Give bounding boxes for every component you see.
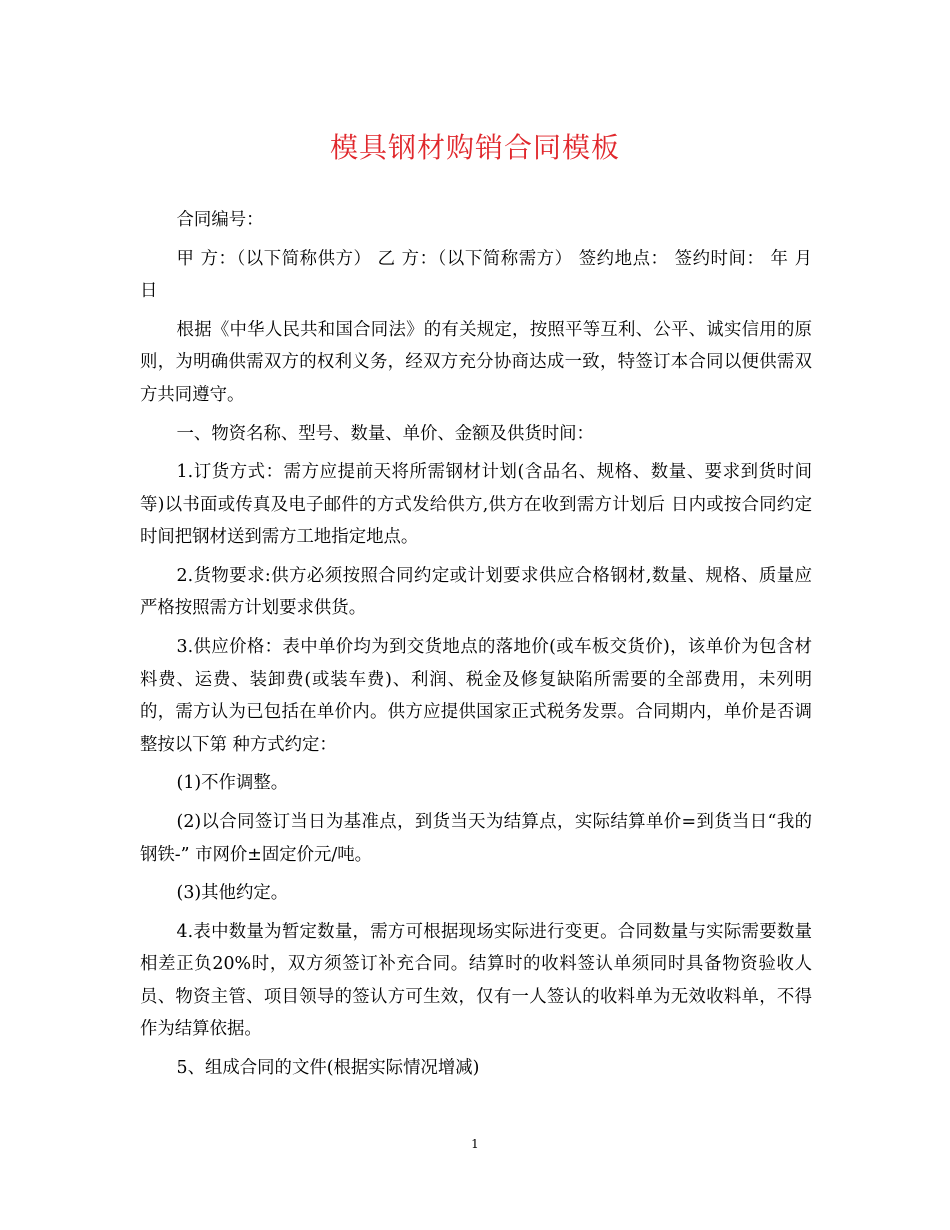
paragraph-option-1: (1)不作调整。 bbox=[176, 773, 289, 794]
paragraph-contract-number: 合同编号： bbox=[176, 210, 264, 230]
paragraph-ordering-method: 1.订货方式：需方应提前天将所需钢材计划(含品名、规格、数量、要求到货时间等)以书面或传真及电子邮件的方式发给供方,供方在收到需方计划后 日内或按合同约定时间把钢材送到需方工地指定地点。 bbox=[140, 462, 812, 548]
document-title: 模具钢材购销合同模板 bbox=[329, 131, 620, 164]
document-body bbox=[140, 204, 812, 1091]
paragraph-contract-documents: 5、组成合同的文件(根据实际情况增减) bbox=[176, 1058, 480, 1079]
page-number: 1 bbox=[471, 1137, 479, 1151]
paragraph-option-2: (2)以合同签订当日为基准点，到货当天为结算点，实际结算单价=到货当日“我的钢铁-” 市网价±固定价元/吨。 bbox=[140, 812, 812, 865]
paragraph-supply-price: 3.供应价格：表中单价均为到交货地点的落地价(或车板交货价)，该单价为包含材料费、运费、装卸费(或装车费)、利润、税金及修复缺陷所需要的全部费用，未列明的，需方认为已包括在单价内。供方应提供国家正式税务发票。合同期内，单价是否调整按以下第 种方式约定： bbox=[140, 637, 812, 755]
paragraph-option-3: (3)其他约定。 bbox=[176, 883, 289, 904]
paragraph-preamble: 根据《中华人民共和国合同法》的有关规定，按照平等互利、公平、诚实信用的原则，为明确供需双方的权利义务，经双方充分协商达成一致，特签订本合同以便供需双方共同遵守。 bbox=[140, 319, 812, 405]
paragraph-section-1-heading: 一、物资名称、型号、数量、单价、金额及供货时间： bbox=[176, 423, 594, 444]
paragraph-quantity: 4.表中数量为暂定数量，需方可根据现场实际进行变更。合同数量与实际需要数量相差正负20%时，双方须签订补充合同。结算时的收料签认单须同时具备物资验收人员、物资主管、项目领导的签认方可生效，仅有一人签认的收料单为无效收料单，不得作为结算依据。 bbox=[140, 921, 812, 1040]
paragraph-parties: 甲 方：（以下简称供方） 乙 方：（以下简称需方） 签约地点： 签约时间： 年 月 日 bbox=[140, 248, 812, 302]
paragraph-goods-requirements: 2.货物要求:供方必须按照合同约定或计划要求供应合格钢材,数量、规格、质量应严格按照需方计划要求供货。 bbox=[140, 565, 812, 619]
